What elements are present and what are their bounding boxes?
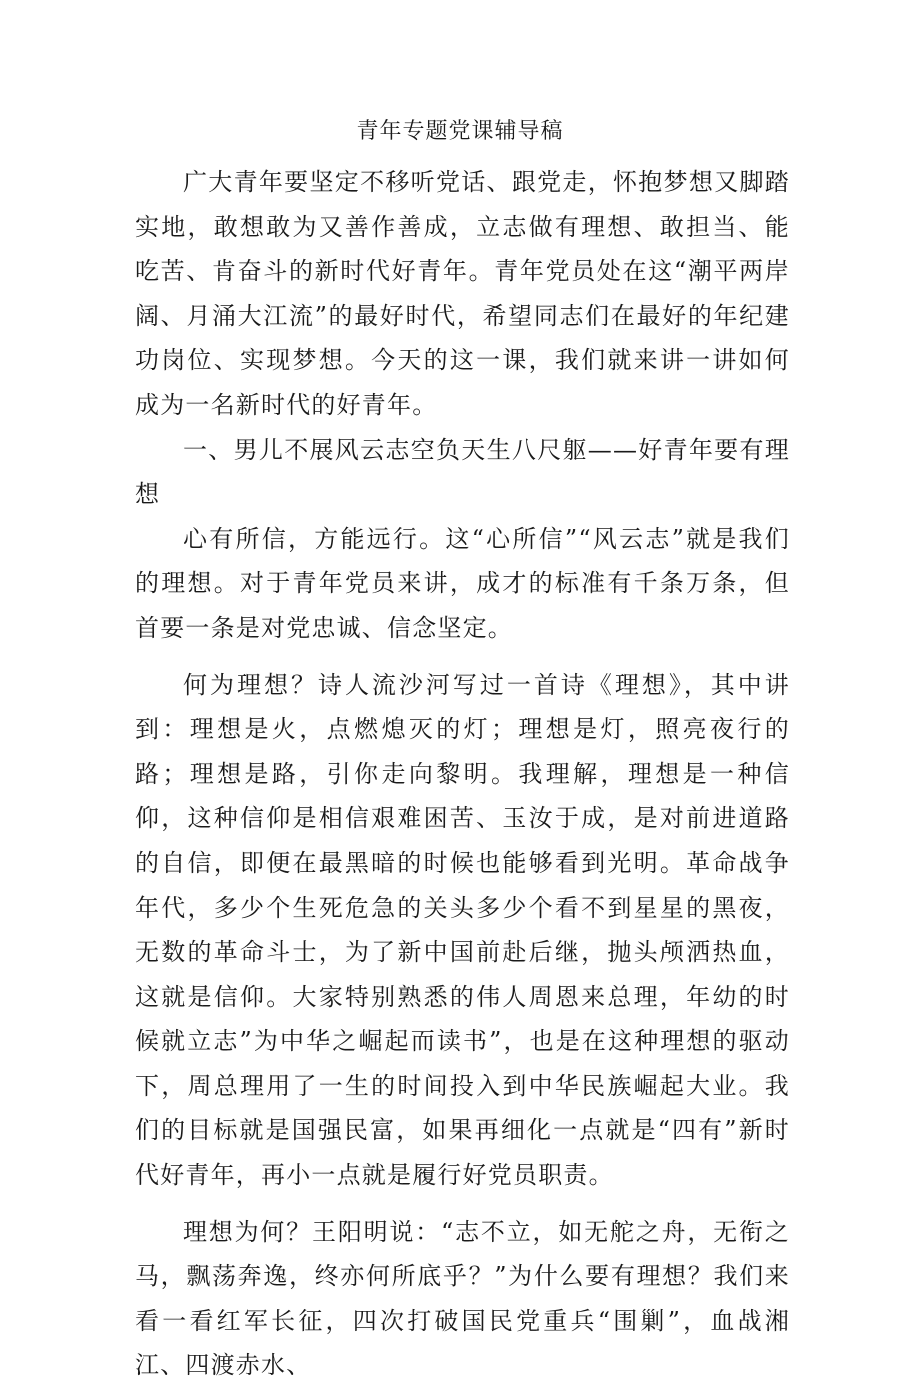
paragraph-faith: 心有所信，方能远行。这“心所信”“风云志”就是我们的理想。对于青年党员来讲，成才的标准有千条万条，但首要一条是对党忠诚、信念坚定。 [135,524,790,642]
intro-paragraph: 广大青年要坚定不移听党话、跟党走，怀抱梦想又脚踏实地，敢想敢为又善作善成，立志做有理想、敢担当、能吃苦、肯奋斗的新时代好青年。青年党员处在这“潮平两岸阔、月涌大江流”的最好时代，希望同志们在最好的年纪建功岗位、实现梦想。今天的这一课，我们就来讲一讲如何成为一名新时代的好青年。 [135,168,790,419]
paragraph-what-is-ideal: 何为理想？诗人流沙河写过一首诗《理想》，其中讲到：理想是火，点燃熄灭的灯；理想是灯，照亮夜行的路；理想是路，引你走向黎明。我理解，理想是一种信仰，这种信仰是相信艰难困苦、玉汝于成，是对前进道路的自信，即便在最黑暗的时候也能够看到光明。革命战争年代，多少个生死危急的关头多少个看不到星星的黑夜，无数的革命斗士，为了新中国前赴后继，抛头颅洒热血，这就是信仰。大家特别熟悉的伟人周恩来总理，年幼的时候就立志”为中华之崛起而读书”，也是在这种理想的驱动下，周总理用了一生的时间投入到中华民族崛起大业。我们的目标就是国强民富，如果再细化一点就是“四有”新时代好青年，再小一点就是履行好党员职责。 [135,670,790,1190]
section-heading: 一、男儿不展风云志空负天生八尺躯——好青年要有理想 [135,435,790,509]
document-title: 青年专题党课辅导稿 [356,119,564,144]
document-body [135,160,790,1388]
paragraph-why-ideal: 理想为何？王阳明说：“志不立，如无舵之舟，无衔之马，飘荡奔逸，终亦何所底乎？”为什么要有理想？我们来看一看红军长征，四次打破国民党重兵“围剿”，血战湘江、四渡赤水、 [135,1217,790,1380]
